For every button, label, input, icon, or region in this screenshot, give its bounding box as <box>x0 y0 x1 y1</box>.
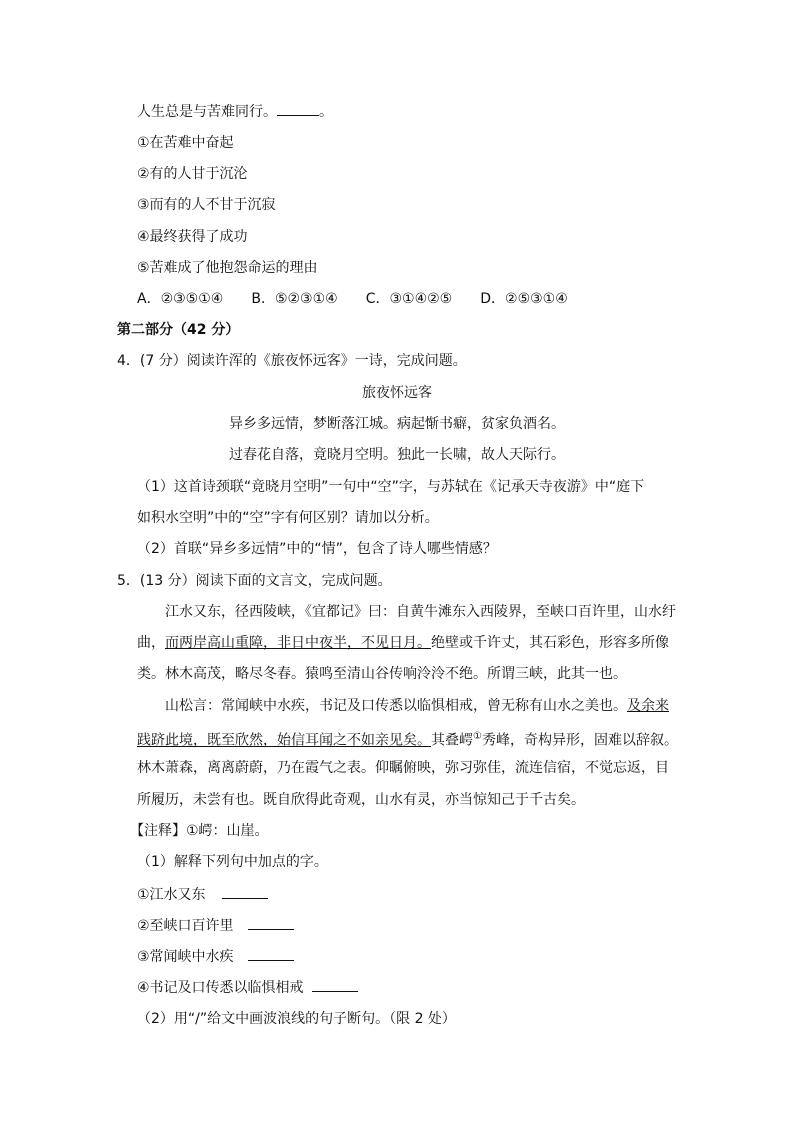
word-text: ③常闻峡中水疾 <box>137 949 234 965</box>
word-text: ②至峡口百许里 <box>137 918 234 934</box>
word-text: ④书记及口传悉以临惧相戒 <box>137 980 304 996</box>
q4-sub2: （2）首联“异乡多远情”中的“情”，包含了诗人哪些情感？ <box>137 541 497 557</box>
footnote-marker: ① <box>473 731 482 742</box>
passage-line <box>137 633 669 653</box>
answer-blank <box>312 977 358 992</box>
underlined-sentence: 践跻此境，既至欣然，始信耳闻之不如亲见矣。 <box>137 732 431 749</box>
q3-stem <box>137 101 333 122</box>
passage-line: 林木萧森，离离蔚蔚，乃在霞气之表。仰瞩俯映，弥习弥佳，流连信宿，不觉忘返，目 <box>137 760 669 776</box>
q5-stem: 5．(13 分）阅读下面的文言文，完成问题。 <box>117 573 392 589</box>
passage-line: 所履历，未尝有也。既自欣得此奇观，山水有灵，亦当惊知己于千古矣。 <box>137 792 585 808</box>
word-item <box>137 946 294 967</box>
answer-blank <box>248 915 294 930</box>
q3-item: ②有的人甘于沉沦 <box>137 166 248 182</box>
q5-sub2: （2）用“/”给文中画波浪线的句子断句。（限 2 处） <box>137 1011 456 1027</box>
answer-blank <box>248 946 294 961</box>
q4-stem: 4．(7 分）阅读许浑的《旅夜怀远客》一诗，完成问题。 <box>117 353 467 369</box>
option-b: B．⑤②③①④ <box>251 291 338 307</box>
q3-item: ④最终获得了成功 <box>137 229 248 245</box>
passage-line: 江水又东，径西陵峡，《宜都记》曰：自黄牛滩东入西陵界，至峡口百许里，山水纡 <box>165 604 676 620</box>
word-item <box>137 977 358 998</box>
q5-sub1: （1）解释下列句中加点的字。 <box>137 854 328 870</box>
footnote: 【注释】①崿：山崖。 <box>130 823 269 839</box>
poem-title: 旅夜怀远客 <box>362 385 432 401</box>
word-item <box>137 884 268 905</box>
passage-text: 曲， <box>137 635 165 651</box>
q4-sub1: （1）这首诗颈联“竟晓月空明”一句中“空”字，与苏轼在《记承天寺夜游》中“庭下 <box>137 479 645 495</box>
q3-stem-end: 。 <box>319 104 333 120</box>
q3-item: ③而有的人不甘于沉寂 <box>137 197 276 213</box>
passage-text: 山松言：常闻峡中水疾，书记及口传悉以临惧相戒，曾无称有山水之美也。 <box>165 698 627 714</box>
passage-text: 其叠崿 <box>431 732 473 749</box>
section-title: 第二部分（42 分） <box>117 322 240 338</box>
underlined-sentence: 及余来 <box>627 698 669 714</box>
passage-line: 类。林木高茂，略尽冬春。猿鸣至清山谷传响泠泠不绝。所谓三峡，此其一也。 <box>137 666 627 682</box>
option-d: D．②⑤③①④ <box>480 291 568 307</box>
passage-line <box>165 696 669 716</box>
answer-blank <box>277 101 319 116</box>
q3-options <box>137 289 568 309</box>
passage-line <box>137 727 678 751</box>
q3-stem-text: 人生总是与苦难同行。 <box>137 104 277 120</box>
q4-sub1-cont: 如积水空明”中的“空”字有何区别？请加以分析。 <box>137 510 439 526</box>
word-text: ①江水又东 <box>137 887 206 903</box>
option-c: C．③①④②⑤ <box>365 291 453 307</box>
underlined-sentence: 而两岸高山重障，非日中夜半，不见日月。 <box>165 635 431 651</box>
option-a: A．②③⑤①④ <box>137 291 224 307</box>
passage-text: 秀峰，奇构异形，固难以辞叙。 <box>481 732 678 749</box>
q3-item: ①在苦难中奋起 <box>137 135 234 151</box>
word-item <box>137 915 294 936</box>
poem-line: 异乡多远情，梦断落江城。病起惭书癖，贫家负酒名。 <box>229 416 565 432</box>
answer-blank <box>222 884 268 899</box>
poem-line: 过春花自落，竟晓月空明。独此一长啸，故人天际行。 <box>229 447 565 463</box>
q3-item: ⑤苦难成了他抱怨命运的理由 <box>137 260 318 276</box>
passage-text: 绝壁或千许丈，其石彩色，形容多所像 <box>431 635 669 651</box>
